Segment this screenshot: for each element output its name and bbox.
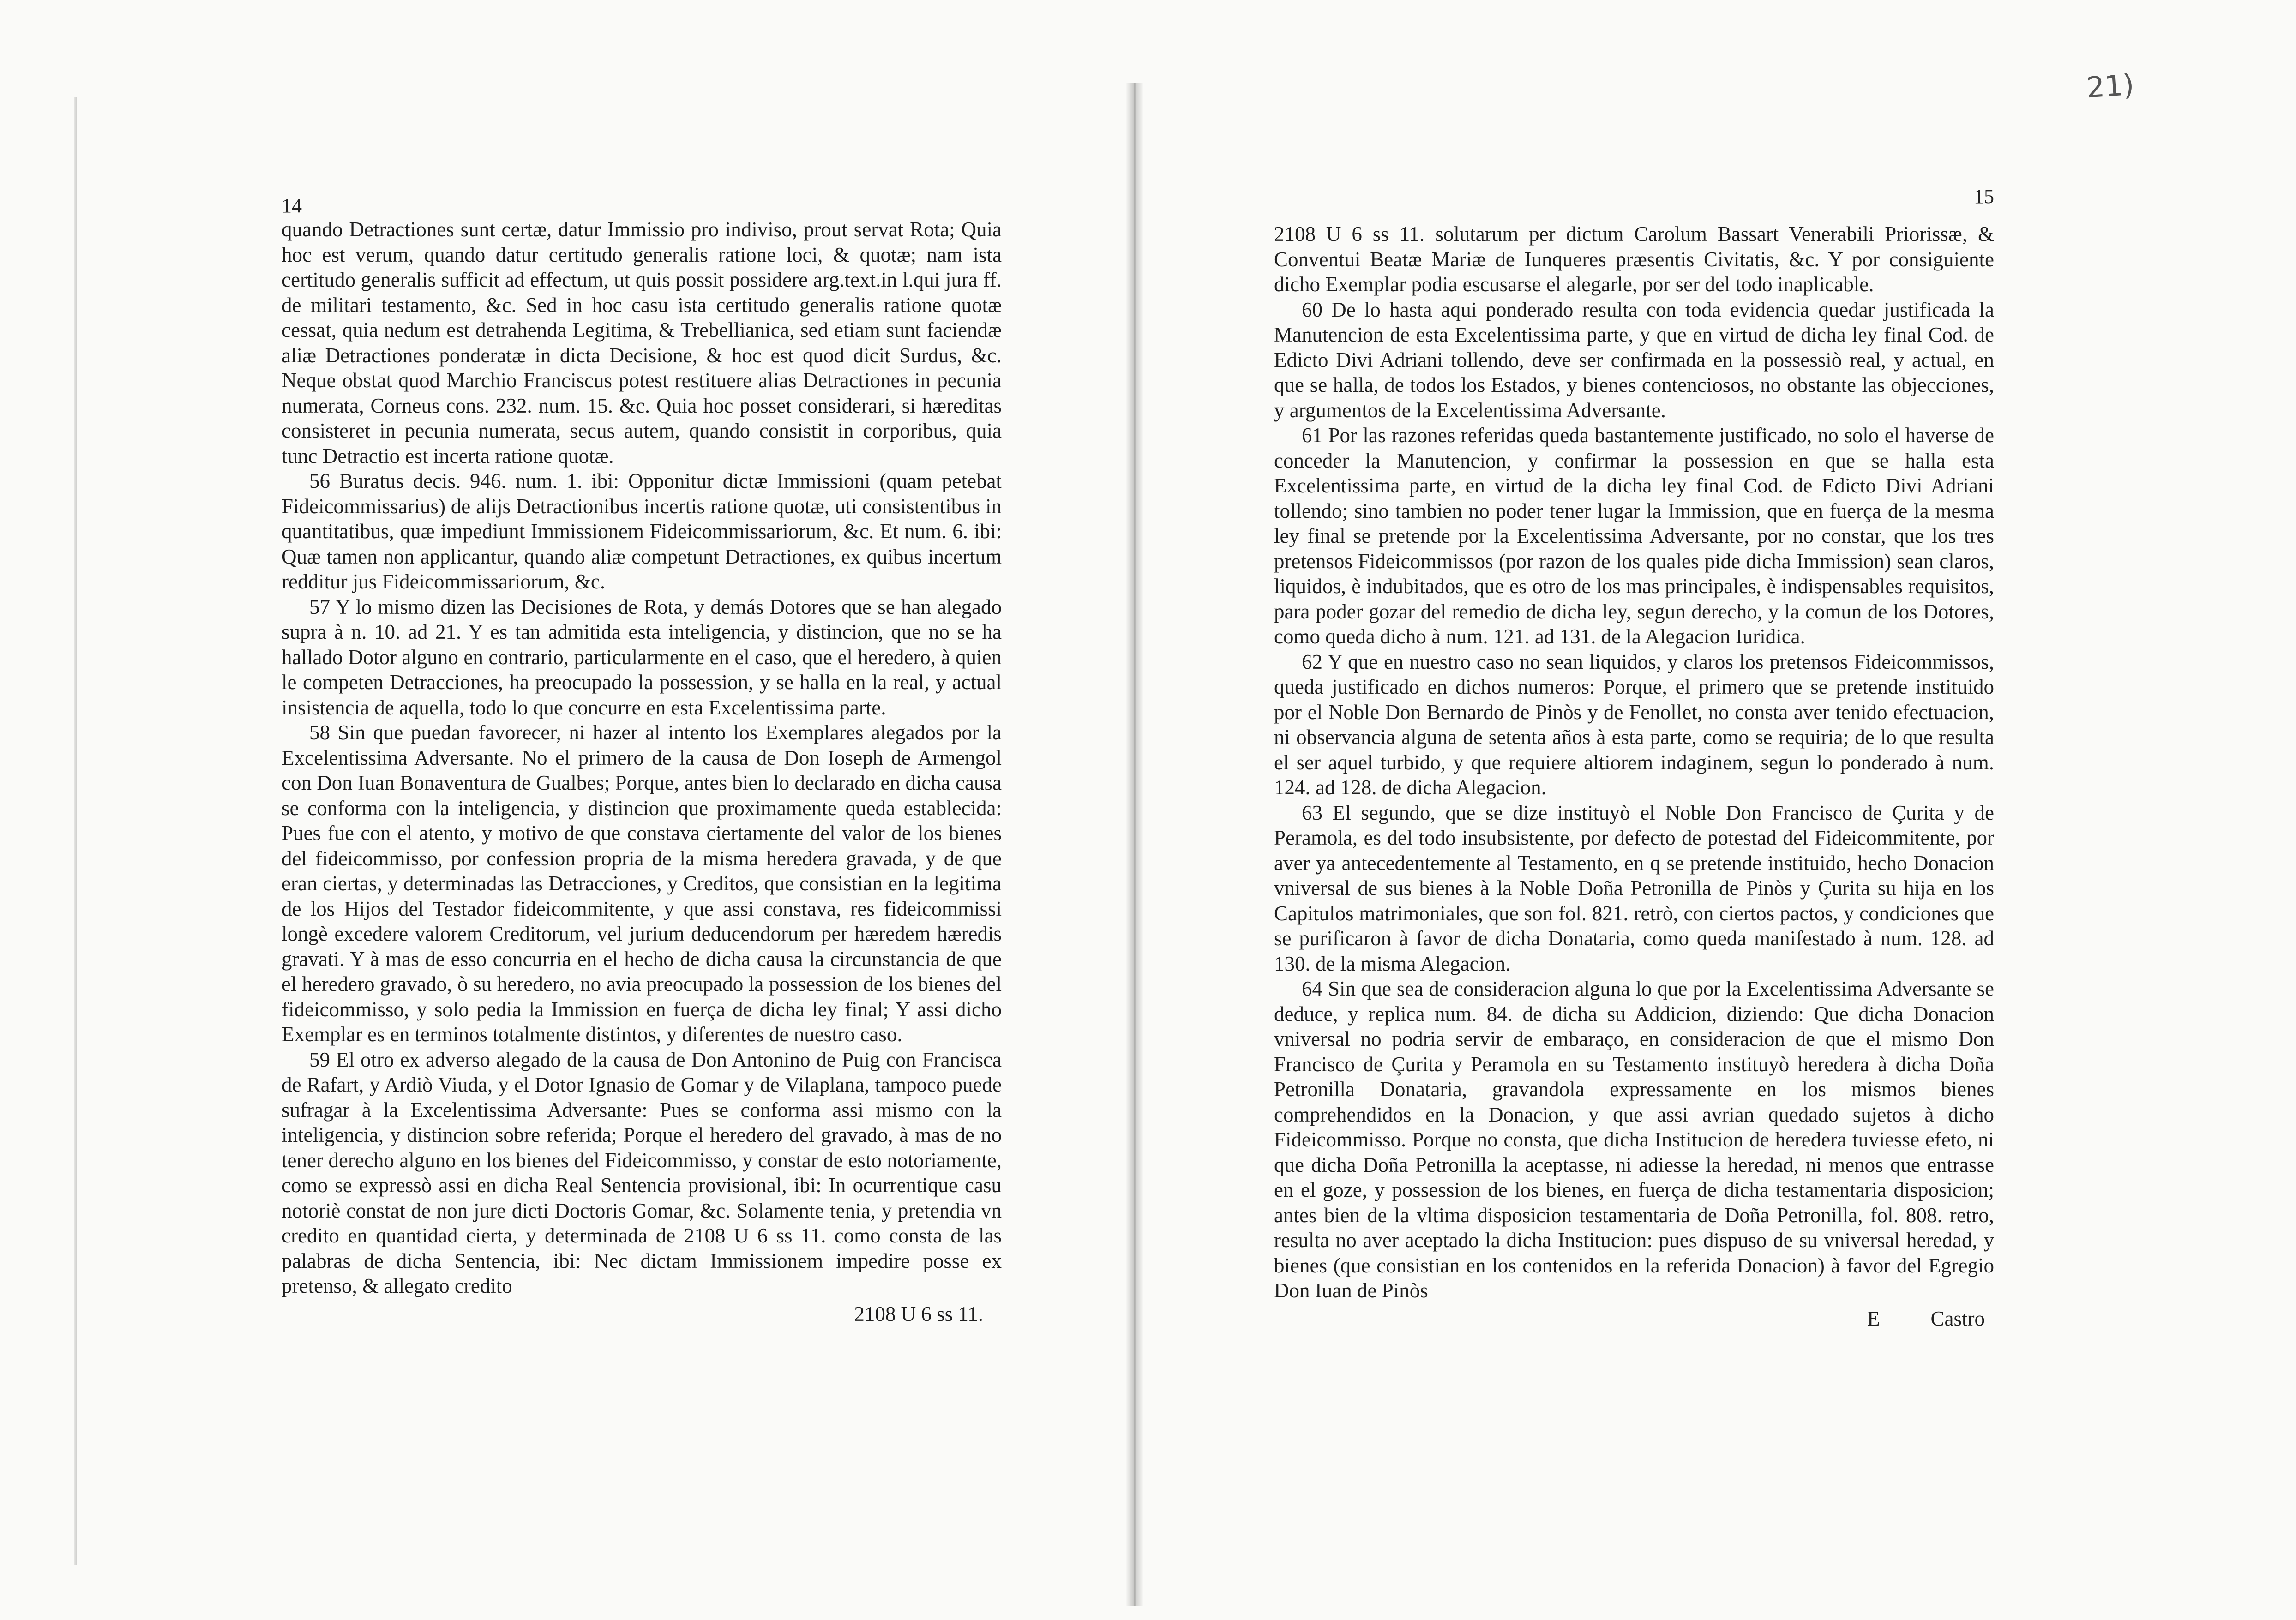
catchword-row (282, 1302, 1002, 1326)
paragraph: 63 El segundo, que se dize instituyò el Noble Don Francisco de Çurita y de Peramola, es del todo insubsistente, por defecto de potestad del Fideicommitente, por aver ya antecedentemente al Testamento, en q se pretende instituido, hecho Donacion vniversal de sus bienes à la Noble Doña Petronilla de Pinòs y Çurita su hija en los Capitulos matrimoniales, que son fol. 821. retrò, con ciertos pactos, y condiciones que se purificaron à favor de dicha Donataria, como queda manifestado à num. 128. ad 130. de la misma Alegacion. (1274, 801, 1994, 975)
page-number: 14 (282, 194, 302, 217)
catchword: Castro (1930, 1307, 1985, 1330)
paragraph: 62 Y que en nuestro caso no sean liquidos, y claros los pretensos Fideicommissos, queda justificado en dichos numeros: Porque, el primero que se pretende instituido por el Noble Don Bernardo de Pinòs y de Fenollet, no consta aver tenido efectuacion, ni observancia alguna de setenta años à esta parte, como se requiria; de lo que resulta el ser aquel turbido, y que requiere altiorem indaginem, segun lo ponderado à num. 124. ad 128. de dicha Alegacion. (1274, 650, 1994, 799)
paragraph: 2108 U 6 ss 11. solutarum per dictum Carolum Bassart Venerabili Priorissæ, & Conventui Beatæ Mariæ de Iunqueres præsentis Civitatis, &c. Y por consiguiente dicho Exemplar podia escusarse el alegarle, por ser del todo inaplicable. (1274, 222, 1994, 296)
catchword: 2108 U 6 ss 11. (854, 1302, 983, 1326)
paragraph: quando Detractiones sunt certæ, datur Immissio pro indiviso, prout servat Rota; Quia hoc est verum, quando datur certitudo generalis ratione loci, & quotæ; nam ista certitudo generalis sufficit ad effectum, ut quis possit possidere arg.text.in l.qui jura ff. de militari testamento, &c. Sed in hoc casu ista certitudo generalis ratione quotæ cessat, quia nedum est detrahenda Legitima, & Trebellianica, sed etiam sunt faciendæ aliæ Detractiones ponderatæ in dicta Decisione, & hoc est quod dicit Surdus, &c. Neque obstat quod Marchio Franciscus potest restituere alias Detractiones in pecunia numerata, Corneus cons. 232. num. 15. &c. Quia hoc posset considerari, si hæreditas consisteret in pecunia numerata, secus autem, quando consistit in corporibus, quia tunc Detractio est incerta ratione quotæ. (282, 218, 1002, 468)
signature-mark: E (1867, 1307, 1880, 1330)
paragraph: 57 Y lo mismo dizen las Decisiones de Rota, y demás Dotores que se han alegado supra à n. 10. ad 21. Y es tan admitida esta inteligencia, y distincion, que no se ha hallado Dotor alguno en contrario, particularmente en el caso, que el heredero, à quien le competen Detracciones, ha preocupado la possession, y se halla en la real, y actual insistencia de aquella, todo lo que concurre en esta Excelentissima parte. (282, 595, 1002, 719)
catchword-row (1274, 1306, 1994, 1331)
book-gutter (1126, 83, 1143, 1606)
paragraph: 61 Por las razones referidas queda bastantemente justificado, no solo el haverse de conceder la Manutencion, y confirmar la possession en que se halla esta Excelentissima parte, en virtud de la dicha ley final Cod. de Edicto Divi Adriani tollendo; sino tambien no poder tener lugar la Immission, que en fuerça de la mesma ley final se pretende por la Excelentissima Adversante, por no constar, que los tres pretensos Fideicommissos (por razon de los quales pide dicha Immission) sean claros, liquidos, è indubitados, que es otro de los mas principales, è indispensables requisitos, para poder gozar del remedio de dicha ley, segun derecho, y la comun de los Dotores, como queda dicho à num. 121. ad 131. de la Alegacion Iuridica. (1274, 424, 1994, 648)
page-edge (74, 97, 77, 1565)
paragraph: 58 Sin que puedan favorecer, ni hazer al intento los Exemplares alegados por la Excelentissima Adversante. No el primero de la causa de Don Ioseph de Armengol con Don Iuan Bonaventura de Gualbes; Porque, antes bien lo declarado en dicha causa se conforma con la inteligencia, y distincion que proximamente queda establecida: Pues fue con el atento, y motivo de que constava ciertamente del valor de los bienes del fideicommisso, por confession propria de la misma heredera gravada, y de que eran ciertas, y determinadas las Detracciones, y Creditos, que consistian en la legitima de los Hijos del Testador fideicommitente, y que assi constava, res fideicommissi longè excedere valorem Creditorum, vel jurium deducendorum per hæredem hæredis gravati. Y à mas de esso concurria en el hecho de dicha causa la circunstancia de que el heredero gravado, ò su heredero, no avia preocupado la possession de los bienes del fideicommisso, y solo pedia la Immission en fuerça de dicha ley final; Y assi dicho Exemplar es en terminos totalmente distintos, y diferentes de nuestro caso. (282, 721, 1002, 1046)
handwritten-folio-annotation: 21) (2085, 67, 2135, 105)
left-page (282, 194, 1002, 1326)
paragraph: 59 El otro ex adverso alegado de la causa de Don Antonino de Puig con Francisca de Rafart, y Ardiò Viuda, y el Dotor Ignasio de Gomar y de Vilaplana, tampoco puede sufragar à la Excelentissima Adversante: Pues se conforma assi mismo con la inteligencia, y distincion sobre referida; Porque el heredero del gravado, à mas de no tener derecho alguno en los bienes del Fideicommisso, y constar de esto notoriamente, como se expressò assi en dicha Real Sentencia provisional, ibi: In ocurrentique casu notoriè constat de non jure dicti Doctoris Gomar, &c. Solamente tenia, y pretendia vn credito en quantidad cierta, y determinada de 2108 U 6 ss 11. como consta de las palabras de dicha Sentencia, ibi: Nec dictam Immissionem impedire posse ex pretenso, & allegato credito (282, 1048, 1002, 1297)
right-page (1274, 185, 1994, 1331)
page-body (282, 217, 1002, 1299)
page-number: 15 (1974, 185, 1994, 208)
paragraph: 60 De lo hasta aqui ponderado resulta con toda evidencia quedar justificada la Manutencion de esta Excelentissima parte, y que en virtud de dicha ley final Cod. de Edicto Divi Adriani tollendo, deve ser confirmada en la possessiò real, y actual, en que se halla, de todos los Estados, y bienes contenciosos, no obstante las objecciones, y argumentos de la Excelentissima Adversante. (1274, 298, 1994, 422)
page-body (1274, 222, 1994, 1303)
paragraph: 56 Buratus decis. 946. num. 1. ibi: Opponitur dictæ Immissioni (quam petebat Fideicommissarius) de alijs Detractionibus incertis ratione quotæ, uti consistentibus in quantitatibus, quæ impediunt Immissionem Fideicommissariorum, &c. Et num. 6. ibi: Quæ tamen non applicantur, quando aliæ competunt Detractiones, ex quibus incertum redditur jus Fideicommissariorum, &c. (282, 469, 1002, 593)
paragraph: 64 Sin que sea de consideracion alguna lo que por la Excelentissima Adversante se deduce, y replica num. 84. de dicha su Addicion, diziendo: Que dicha Donacion vniversal no podria servir de embaraço, en consideracion de que el mismo Don Francisco de Çurita y Peramola en su Testamento instituyò heredera à dicha Doña Petronilla Donataria, gravandola expressamente en los mismos bienes comprehendidos en la Donacion, y que assi avrian quedado sujetos à dicho Fideicommisso. Porque no consta, que dicha Institucion de heredera tuviesse efeto, ni que dicha Doña Petronilla la aceptasse, ni adiesse la heredad, ni menos que entrasse en el goze, y possession de los bienes, en fuerça de dicha testamentaria disposicion; antes bien de la vltima disposicion testamentaria de Doña Petronilla, fol. 808. retro, resulta no aver aceptado la dicha Institucion: pues dispuso de su vniversal heredad, y bienes (que consistian en los contenidos en la referida Donacion) à favor del Egregio Don Iuan de Pinòs (1274, 977, 1994, 1302)
